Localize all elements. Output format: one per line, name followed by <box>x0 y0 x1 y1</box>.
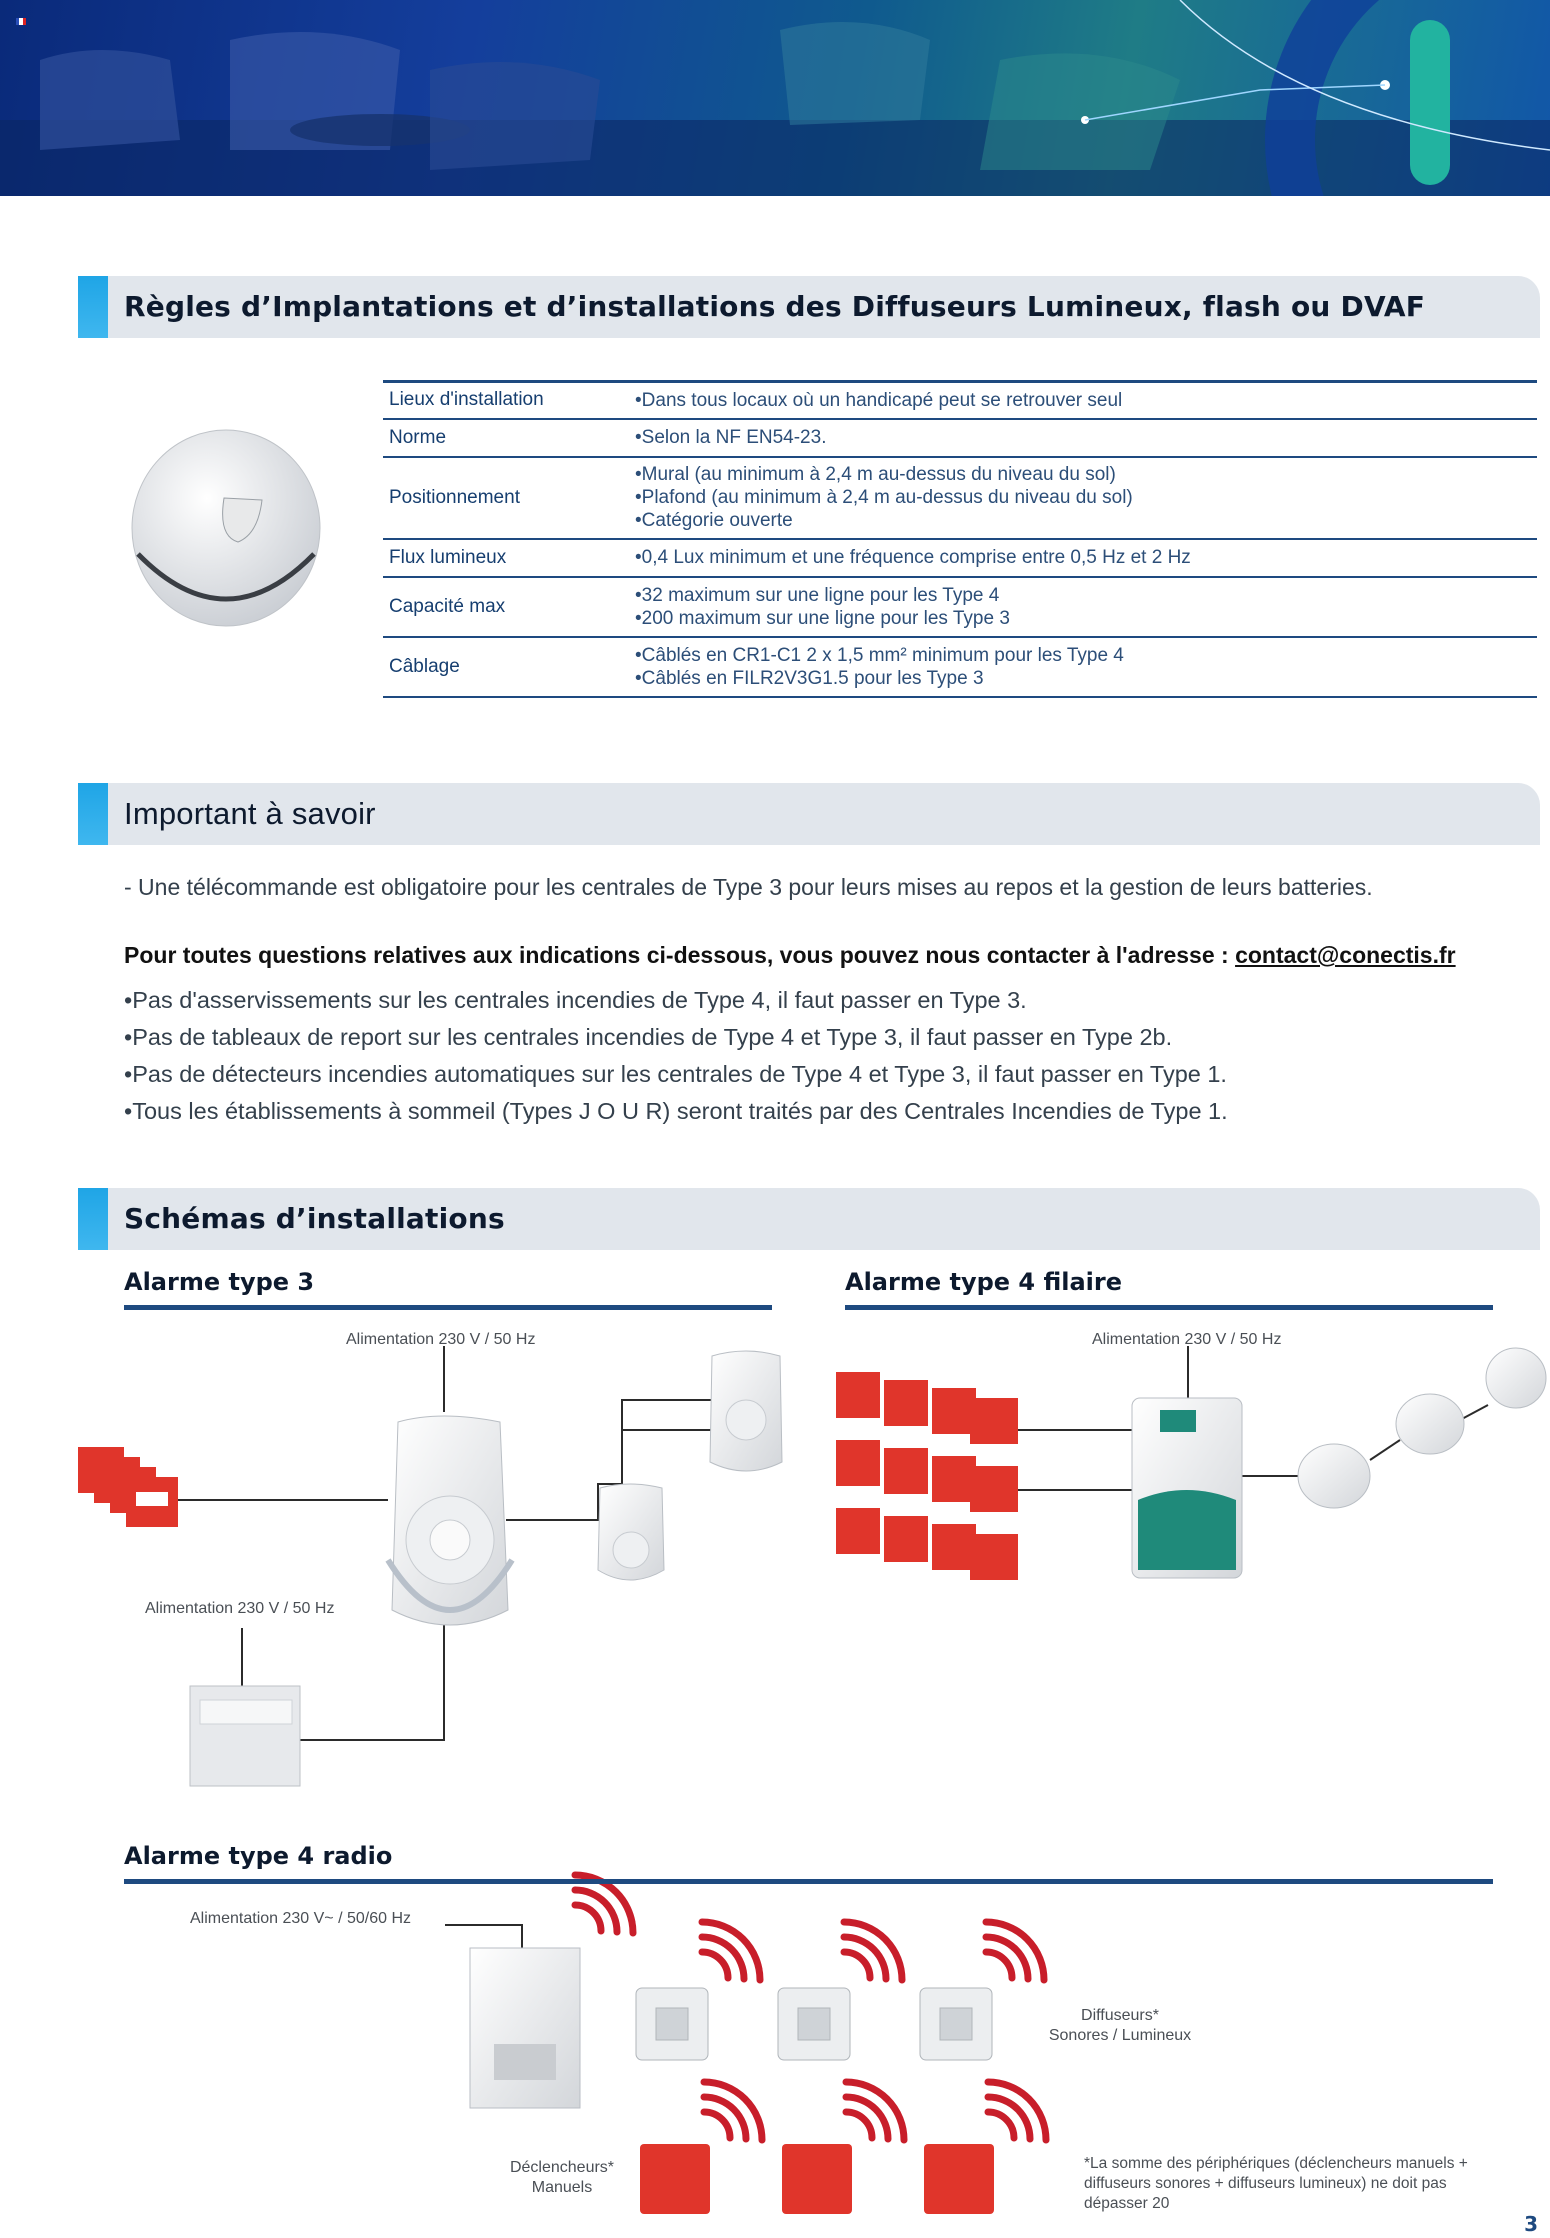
row-key: Câblage <box>383 637 631 697</box>
row-value: • 0,4 Lux minimum et une fréquence comprise entre 0,5 Hz et 2 Hz <box>635 546 1537 569</box>
power-label: Alimentation 230 V / 50 Hz <box>145 1600 335 1617</box>
heading-type4-wired: Alarme type 4 filaire <box>845 1268 1123 1296</box>
row-value: • Mural (au minimum à 2,4 m au-dessus du niveau du sol) <box>635 463 1537 486</box>
triggers-label-line: Déclencheurs* <box>509 2159 615 2176</box>
remote-note: - Une télécommande est obligatoire pour les centrales de Type 3 pour leurs mises au repos et la gestion de leurs batteries. <box>124 874 1373 900</box>
contact-text: Pour toutes questions relatives aux indications ci-dessous, vous pouvez nous contacter à l'adresse : <box>124 942 1236 968</box>
sounder-type3-small <box>598 1484 664 1580</box>
diffusers-label <box>1030 2006 1210 2046</box>
rule-type4-radio <box>124 1879 1493 1884</box>
row-value: • Câblés en FILR2V3G1.5 pour les Type 3 <box>635 667 1537 690</box>
flash-diffusers-type4 <box>1298 1348 1546 1508</box>
sounder-type3-top <box>710 1351 782 1471</box>
power-label: Alimentation 230 V / 50 Hz <box>346 1331 536 1348</box>
row-value: • 32 maximum sur une ligne pour les Type 4 <box>635 584 1537 607</box>
radio-call-points <box>640 2144 994 2214</box>
row-value: • Plafond (au minimum à 2,4 m au-dessus du niveau du sol) <box>635 486 1537 509</box>
diffusers-label-line: Diffuseurs* <box>1081 2007 1159 2024</box>
row-value: • 200 maximum sur une ligne pour les Type 3 <box>635 607 1537 630</box>
triggers-label-line: Manuels <box>531 2179 593 2196</box>
fire-panel-type4 <box>1132 1398 1242 1578</box>
contact-email-link[interactable]: contact@conectis.fr <box>1235 942 1456 968</box>
diffusers-label-line: Sonores / Lumineux <box>1048 2027 1192 2044</box>
row-key: Lieux d'installation <box>383 382 631 419</box>
row-key: Flux lumineux <box>383 539 631 577</box>
footnote: *La somme des périphériques (déclencheurs manuels + diffuseurs sonores + diffuseurs lumineux) ne doit pas dépasser 20 <box>1084 2155 1468 2212</box>
power-module-type3 <box>190 1686 300 1786</box>
power-label: Alimentation 230 V~ / 50/60 Hz <box>190 1910 412 1927</box>
manual-call-points-type3 <box>78 1447 178 1527</box>
list-item: • Pas de détecteurs incendies automatiques sur les centrales de Type 4 et Type 3, il faut passer en Type 1. <box>124 1056 1228 1093</box>
heading-type3: Alarme type 3 <box>124 1268 315 1296</box>
section-title: Important à savoir <box>124 796 376 831</box>
row-value: • Selon la NF EN54-23. <box>635 426 1537 449</box>
list-item: • Tous les établissements à sommeil (Types J O U R) seront traités par des Centrales Incendies de Type 1. <box>124 1093 1228 1130</box>
list-item: • Pas de tableaux de report sur les centrales incendies de Type 4 et Type 3, il faut passer en Type 2b. <box>124 1019 1228 1056</box>
manual-call-points-type4 <box>836 1372 1018 1580</box>
row-value: • Câblés en CR1-C1 2 x 1,5 mm² minimum pour les Type 4 <box>635 644 1537 667</box>
power-label: Alimentation 230 V / 50 Hz <box>1092 1331 1282 1348</box>
section-title: Schémas d’installations <box>124 1202 505 1235</box>
list-item: • Pas d'asservissements sur les centrales incendies de Type 4, il faut passer en Type 3. <box>124 982 1228 1019</box>
page-number: 3 <box>1524 2212 1538 2236</box>
triggers-label <box>492 2158 632 2198</box>
row-value: • Dans tous locaux où un handicapé peut se retrouver seul <box>635 389 1537 412</box>
row-value: • Catégorie ouverte <box>635 509 1537 532</box>
row-key: Positionnement <box>383 457 631 539</box>
section-title: Règles d’Implantations et d’installations des Diffuseurs Lumineux, flash ou DVAF <box>124 290 1426 323</box>
radio-sounders <box>636 1988 992 2060</box>
row-key: Norme <box>383 419 631 457</box>
heading-type4-radio: Alarme type 4 radio <box>124 1842 393 1870</box>
radio-panel <box>470 1948 580 2108</box>
alarm-unit-type3 <box>388 1416 512 1625</box>
row-key: Capacité max <box>383 577 631 637</box>
